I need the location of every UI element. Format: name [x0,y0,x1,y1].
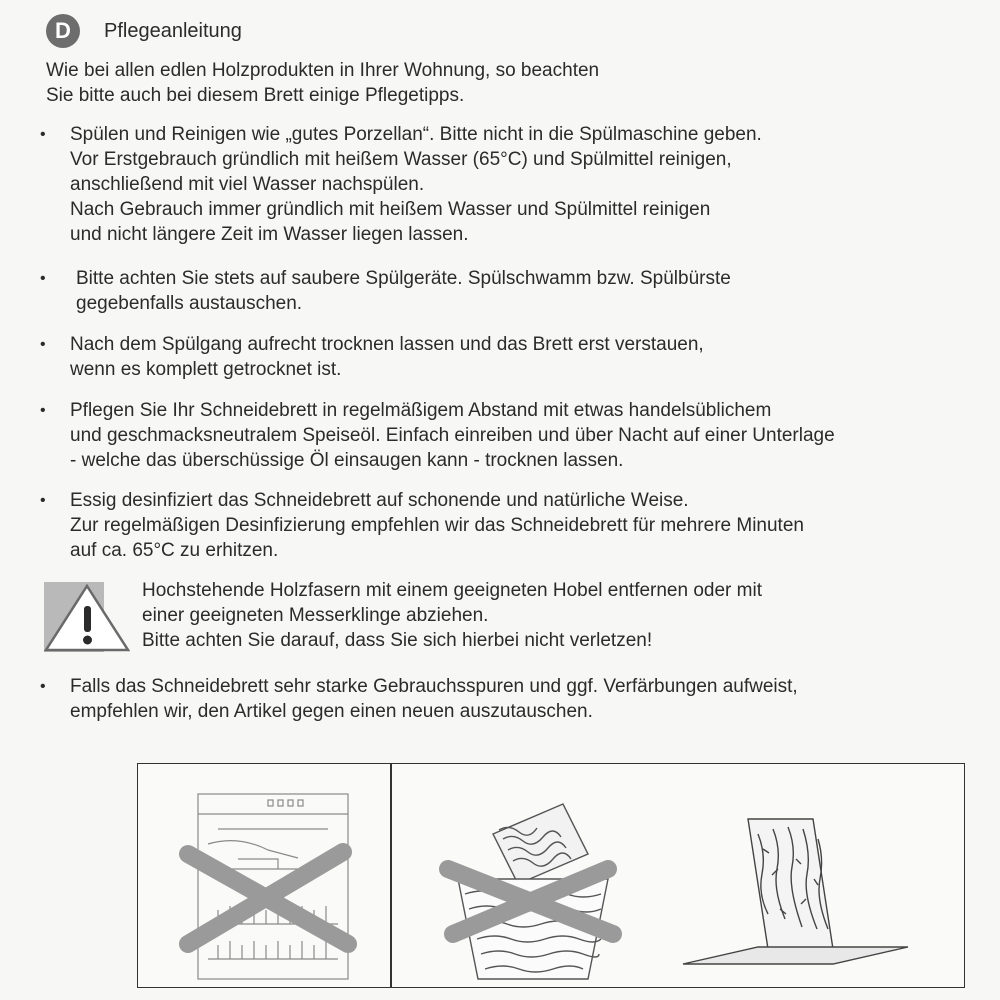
bullet-line: und nicht längere Zeit im Wasser liegen lassen. [70,224,469,245]
bullet-line: - welche das überschüssige Öl einsaugen kann - trocknen lassen. [70,450,624,471]
upright-drying-icon [678,779,918,984]
intro-line: Wie bei allen edlen Holzprodukten in Ihrer Wohnung, so beachten [46,60,600,81]
soaking-crossed-icon [433,784,633,984]
header [46,14,242,48]
bullet-line: wenn es komplett getrocknet ist. [70,359,342,380]
bullet-line: Bitte achten Sie stets auf saubere Spülgeräte. Spülschwamm bzw. Spülbürste [76,268,731,289]
bullet-dot: • [40,678,46,695]
bullet-dot: • [40,270,46,287]
bullet-line: Vor Erstgebrauch gründlich mit heißem Wasser (65°C) und Spülmittel reinigen, [70,149,732,170]
intro-paragraph [46,58,599,108]
warning-line: Bitte achten Sie darauf, dass Sie sich hierbei nicht verletzen! [142,630,653,651]
language-badge: D [46,14,80,48]
bullet-line: Nach Gebrauch immer gründlich mit heißem Wasser und Spülmittel reinigen [70,199,711,220]
bullet-line: Zur regelmäßigen Desinfizierung empfehlen wir das Schneidebrett für mehrere Minuten [70,515,804,536]
warning-note [142,578,762,653]
intro-line: Sie bitte auch bei diesem Brett einige Pflegetipps. [46,85,465,106]
warning-line: einer geeigneten Messerklinge abziehen. [142,605,489,626]
bullet-line: Falls das Schneidebrett sehr starke Gebrauchsspuren und ggf. Verfärbungen aufweist, [70,676,798,697]
bullet-dot: • [40,492,46,509]
bullet-line: empfehlen wir, den Artikel gegen einen neuen auszutauschen. [70,701,593,722]
bullet-line: Essig desinfiziert das Schneidebrett auf schonende und natürliche Weise. [70,490,689,511]
dishwasher-crossed-icon [178,784,368,984]
bullet-line: auf ca. 65°C zu erhitzen. [70,540,279,561]
page-title: Pflegeanleitung [104,19,242,42]
bullet-line: gegebenfalls austauschen. [76,293,303,314]
bullet-dot: • [40,126,46,143]
warning-triangle-icon [44,582,130,652]
bullet-line: anschließend mit viel Wasser nachspülen. [70,174,425,195]
warning-line: Hochstehende Holzfasern mit einem geeigneten Hobel entfernen oder mit [142,580,762,601]
bullet-dot: • [40,336,46,353]
care-illustrations [137,763,965,988]
bullet-line: und geschmacksneutralem Speiseöl. Einfach einreiben und über Nacht auf einer Unterlage [70,425,835,446]
bullet-dot: • [40,402,46,419]
illustration-divider [390,764,392,987]
bullet-line: Pflegen Sie Ihr Schneidebrett in regelmäßigem Abstand mit etwas handelsüblichem [70,400,772,421]
bullet-line: Spülen und Reinigen wie „gutes Porzellan“. Bitte nicht in die Spülmaschine geben. [70,124,762,145]
bullet-line: Nach dem Spülgang aufrecht trocknen lassen und das Brett erst verstauen, [70,334,704,355]
